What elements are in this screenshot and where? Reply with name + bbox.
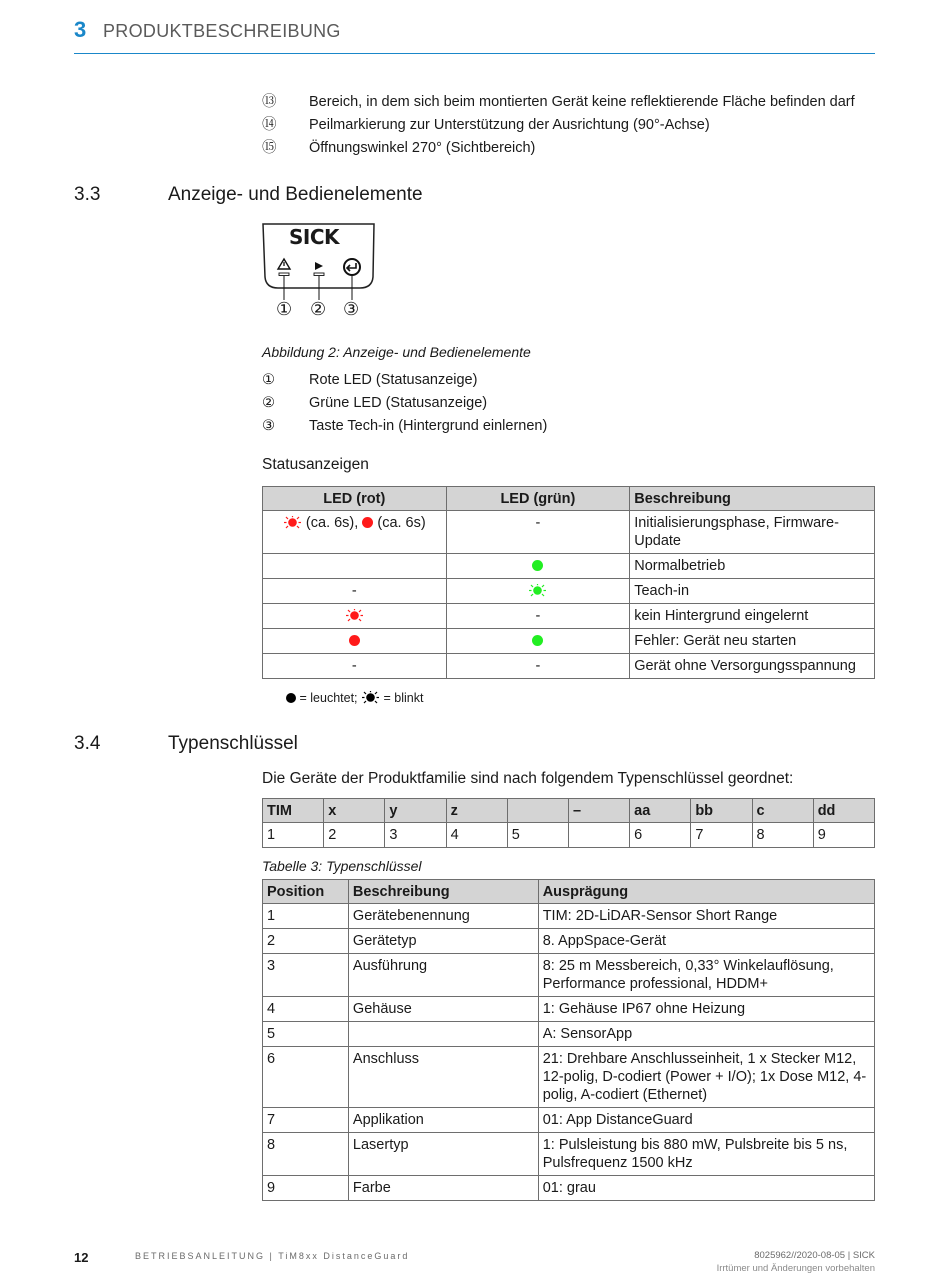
- table-cell: [446, 579, 630, 604]
- table-cell: 8: 25 m Messbereich, 0,33° Winkelauflösung, Performance professional, HDDM+: [538, 954, 874, 997]
- table-cell: 2: [263, 929, 349, 954]
- table-cell: 1: Gehäuse IP67 ohne Heizung: [538, 997, 874, 1022]
- callout-3: ③: [343, 299, 360, 319]
- table-row: [263, 1047, 875, 1108]
- table-cell: 9: [813, 823, 874, 848]
- green-blink-icon: [528, 584, 547, 597]
- column-header: LED (grün): [446, 487, 630, 511]
- column-header: Beschreibung: [630, 487, 875, 511]
- table-cell: Ausführung: [348, 954, 538, 997]
- table-cell: [263, 604, 447, 629]
- list-item: [262, 92, 855, 112]
- green-led-icon: [532, 560, 543, 571]
- duration-label: (ca. 6s),: [305, 515, 359, 531]
- type-intro: Die Geräte der Produktfamilie sind nach folgendem Typenschlüssel geordnet:: [262, 770, 794, 787]
- table-row: [263, 511, 875, 554]
- callout-2: ②: [310, 299, 327, 319]
- table-cell: [263, 511, 447, 554]
- table-row: [263, 1022, 875, 1047]
- section-title: Anzeige- und Bedienelemente: [168, 184, 423, 205]
- table-cell: -: [446, 511, 630, 554]
- table-row: [263, 1133, 875, 1176]
- header-rule: [74, 53, 875, 54]
- section-number: 3.4: [74, 733, 101, 754]
- table-cell: 5: [263, 1022, 349, 1047]
- list-number: ③: [262, 418, 275, 434]
- list-text: Taste Tech-in (Hintergrund einlernen): [309, 418, 548, 434]
- table-cell: [446, 629, 630, 654]
- column-header: z: [446, 799, 507, 823]
- type-code-table: [262, 798, 875, 848]
- list-text: Rote LED (Statusanzeige): [309, 372, 478, 388]
- table-cell: 4: [446, 823, 507, 848]
- table-cell: [263, 554, 447, 579]
- table-cell: 1: [263, 904, 349, 929]
- column-header: y: [385, 799, 446, 823]
- list-number: ⑬: [262, 94, 277, 110]
- table-cell: [568, 823, 629, 848]
- footer-doc-id: 8025962//2020-08-05 | SICK: [754, 1250, 875, 1261]
- table-cell: 01: App DistanceGuard: [538, 1108, 874, 1133]
- table-cell: 21: Drehbare Anschlusseinheit, 1 x Stecker M12, 12-polig, D-codiert (Power + I/O); 1x Dose M12, 4-polig, A-codiert (Ethernet): [538, 1047, 874, 1108]
- column-header: x: [324, 799, 385, 823]
- table-cell: Gerät ohne Versorgungsspannung: [630, 654, 875, 679]
- table-cell: 4: [263, 997, 349, 1022]
- status-heading: Statusanzeigen: [262, 456, 369, 473]
- column-header: dd: [813, 799, 874, 823]
- table-row: [263, 604, 875, 629]
- table-cell: 6: [263, 1047, 349, 1108]
- table-caption: Tabelle 3: Typenschlüssel: [262, 858, 422, 874]
- table-row: [263, 554, 875, 579]
- red-led-icon: [349, 635, 360, 646]
- type-key-table: [262, 879, 875, 1201]
- page-number: 12: [74, 1250, 89, 1265]
- footer-disclaimer: Irrtümer und Änderungen vorbehalten: [716, 1263, 875, 1274]
- table-cell: TIM: 2D-LiDAR-Sensor Short Range: [538, 904, 874, 929]
- list-text: Grüne LED (Statusanzeige): [309, 395, 488, 411]
- table-row: [263, 929, 875, 954]
- figure-caption: Abbildung 2: Anzeige- und Bedienelemente: [262, 344, 531, 360]
- table-cell: [446, 554, 630, 579]
- table-row: [263, 1176, 875, 1201]
- column-header: TIM: [263, 799, 324, 823]
- table-cell: kein Hintergrund eingelernt: [630, 604, 875, 629]
- table-row: [263, 1108, 875, 1133]
- table-cell: 01: grau: [538, 1176, 874, 1201]
- table-cell: 1: [263, 823, 324, 848]
- table-row: [263, 904, 875, 929]
- list-item: [262, 416, 547, 436]
- chapter-title: PRODUKTBESCHREIBUNG: [103, 21, 341, 41]
- table-cell: -: [263, 654, 447, 679]
- chapter-number: 3: [74, 17, 87, 42]
- list-item: [262, 138, 535, 158]
- table-cell: Normalbetrieb: [630, 554, 875, 579]
- column-header: –: [568, 799, 629, 823]
- table-cell: 7: [263, 1108, 349, 1133]
- section-number: 3.3: [74, 184, 101, 205]
- duration-label: (ca. 6s): [377, 515, 426, 531]
- status-legend: [286, 691, 423, 705]
- table-cell: 3: [385, 823, 446, 848]
- column-header: bb: [691, 799, 752, 823]
- table-header-row: [263, 880, 875, 904]
- table-cell: 2: [324, 823, 385, 848]
- column-header: Beschreibung: [348, 880, 538, 904]
- list-number: ⑮: [262, 140, 277, 156]
- list-number: ②: [262, 395, 275, 411]
- table-cell: -: [446, 654, 630, 679]
- list-number: ①: [262, 372, 275, 388]
- red-led-icon: [362, 517, 373, 528]
- table-cell: Applikation: [348, 1108, 538, 1133]
- table-cell: 9: [263, 1176, 349, 1201]
- list-item: [262, 370, 477, 390]
- sick-logo: SICK: [289, 225, 340, 249]
- footer-doc-title: BETRIEBSANLEITUNG | TiM8xx DistanceGuard: [135, 1251, 410, 1261]
- table-header-row: [263, 799, 875, 823]
- table-cell: Farbe: [348, 1176, 538, 1201]
- table-cell: Fehler: Gerät neu starten: [630, 629, 875, 654]
- table-cell: Teach-in: [630, 579, 875, 604]
- table-cell: 8: [752, 823, 813, 848]
- table-row: [263, 654, 875, 679]
- table-header-row: [263, 487, 875, 511]
- column-header: Position: [263, 880, 349, 904]
- legend-blink-label: = blinkt: [383, 691, 424, 705]
- callout-1: ①: [276, 299, 293, 319]
- list-item: [262, 115, 710, 135]
- table-row: [263, 629, 875, 654]
- table-cell: [348, 1022, 538, 1047]
- status-table: [262, 486, 875, 679]
- list-text: Peilmarkierung zur Unterstützung der Ausrichtung (90°-Achse): [309, 117, 710, 133]
- table-cell: 8: [263, 1133, 349, 1176]
- table-row: [263, 823, 875, 848]
- list-number: ⑭: [262, 117, 277, 133]
- table-cell: Gerätebenennung: [348, 904, 538, 929]
- table-cell: Anschluss: [348, 1047, 538, 1108]
- red-blink-icon: [345, 609, 364, 622]
- table-cell: 6: [630, 823, 691, 848]
- black-blink-icon: [361, 691, 380, 704]
- table-row: [263, 579, 875, 604]
- column-header: aa: [630, 799, 691, 823]
- table-row: [263, 997, 875, 1022]
- list-item: [262, 393, 487, 413]
- table-cell: Initialisierungsphase, Firmware-Update: [630, 511, 875, 554]
- column-header: c: [752, 799, 813, 823]
- list-text: Bereich, in dem sich beim montierten Gerät keine reflektierende Fläche befinden darf: [309, 94, 855, 110]
- table-cell: Gerätetyp: [348, 929, 538, 954]
- table-cell: A: SensorApp: [538, 1022, 874, 1047]
- column-header: [507, 799, 568, 823]
- column-header: LED (rot): [263, 487, 447, 511]
- table-row: [263, 954, 875, 997]
- table-cell: 3: [263, 954, 349, 997]
- list-text: Öffnungswinkel 270° (Sichtbereich): [309, 140, 536, 156]
- table-cell: [263, 629, 447, 654]
- section-title: Typenschlüssel: [168, 733, 298, 754]
- table-cell: Lasertyp: [348, 1133, 538, 1176]
- column-header: Ausprägung: [538, 880, 874, 904]
- table-cell: -: [446, 604, 630, 629]
- green-led-icon: [532, 635, 543, 646]
- legend-on-label: = leuchtet;: [299, 691, 358, 705]
- table-cell: 5: [507, 823, 568, 848]
- red-blink-icon: [283, 516, 302, 529]
- black-led-icon: [286, 693, 296, 703]
- table-cell: 8. AppSpace-Gerät: [538, 929, 874, 954]
- table-cell: -: [263, 579, 447, 604]
- table-cell: Gehäuse: [348, 997, 538, 1022]
- table-cell: 7: [691, 823, 752, 848]
- table-cell: 1: Pulsleistung bis 880 mW, Pulsbreite bis 5 ns, Pulsfrequenz 1500 kHz: [538, 1133, 874, 1176]
